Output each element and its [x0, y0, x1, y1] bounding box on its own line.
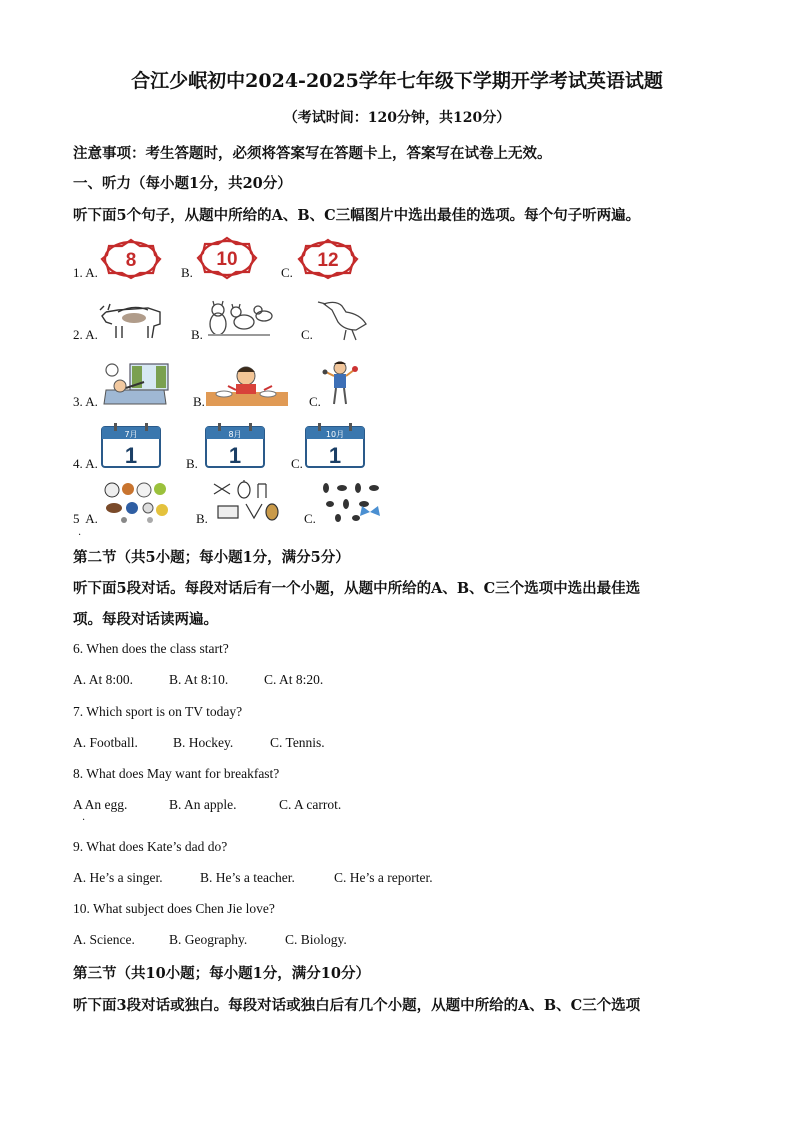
- q6-option-b: B. At 8:10.: [169, 672, 229, 687]
- q2-option-b-label: B.: [191, 327, 203, 342]
- section2-instruction-line1: 听下面5段对话。每段对话后有一个小题，从题中所给的A、B、C三个选项中选出最佳选: [73, 580, 641, 597]
- q9-option-b: B. He’s a teacher.: [200, 870, 295, 885]
- calendar-october-picture: [304, 421, 366, 469]
- q7-option-c: C. Tennis.: [270, 735, 325, 750]
- q10-option-b: B. Geography.: [169, 932, 248, 947]
- q6-option-c: C. At 8:20.: [264, 672, 324, 687]
- q2-label: 2. A.: [73, 327, 98, 342]
- calendar-july-picture: [100, 421, 162, 469]
- q4-option-b-label: B.: [186, 456, 198, 471]
- exercising-picture: [322, 360, 362, 408]
- q6-option-a: A. At 8:00.: [73, 672, 134, 687]
- calendar-august-picture: [204, 421, 266, 469]
- eating-picture: [206, 364, 288, 408]
- calendar-october-day: 1: [328, 443, 342, 468]
- q5-label: 5 A.: [73, 511, 98, 526]
- calendar-august-day: 1: [228, 443, 242, 468]
- q1-label: 1. A.: [73, 265, 98, 280]
- section1-heading: 一、听力（每小题1分，共20分）: [73, 175, 292, 192]
- q1-option-b-label: B.: [181, 265, 193, 280]
- notice: 注意事项：考生答题时，必须将答案写在答题卡上，答案写在试卷上无效。: [73, 145, 552, 162]
- question-8: 8. What does May want for breakfast?: [73, 766, 280, 781]
- badge-12-number: 12: [317, 250, 339, 271]
- calendar-july-month: 7月: [124, 430, 138, 439]
- calendar-august-month: 8月: [228, 430, 242, 439]
- q5-option-c-label: C.: [304, 511, 316, 526]
- q7-option-a: A. Football.: [73, 735, 138, 750]
- q3-option-b-label: B.: [193, 394, 205, 409]
- cattle-picture: [98, 298, 170, 342]
- question-6: 6. When does the class start?: [73, 641, 229, 656]
- crane-bird-picture: [316, 298, 372, 342]
- instruments-picture: [210, 480, 280, 524]
- q3-label: 3. A.: [73, 394, 98, 409]
- q4-option-c-label: C.: [291, 456, 303, 471]
- exam-title: 合江少岷初中2024-2025学年七年级下学期开学考试英语试题: [131, 70, 663, 92]
- q4-label: 4. A.: [73, 456, 98, 471]
- badge-10-number: 10: [216, 249, 238, 270]
- balls-picture: [102, 480, 172, 524]
- badge-8-picture: [100, 238, 162, 280]
- q7-option-b: B. Hockey.: [173, 735, 234, 750]
- q3-option-c-label: C.: [309, 394, 321, 409]
- cats-picture: [204, 300, 274, 340]
- insects-picture: [318, 480, 384, 524]
- section2-instruction-line2: 项。每段对话读两遍。: [73, 611, 218, 628]
- q2-option-c-label: C.: [301, 327, 313, 342]
- section1-instruction: 听下面5个句子，从题中所给的A、B、C三幅图片中选出最佳的选项。每个句子听两遍。: [73, 207, 641, 224]
- calendar-july-day: 1: [124, 443, 138, 468]
- q10-option-c: C. Biology.: [285, 932, 347, 947]
- section3-heading: 第三节（共10小题；每小题1分，满分10分）: [73, 965, 370, 982]
- q10-option-a: A. Science.: [73, 932, 135, 947]
- question-7: 7. Which sport is on TV today?: [73, 704, 243, 719]
- badge-10-picture: [196, 236, 258, 280]
- badge-8-number: 8: [125, 250, 137, 271]
- section2-heading: 第二节（共5小题；每小题1分，满分5分）: [73, 549, 350, 566]
- q9-option-c: C. He’s a reporter.: [334, 870, 433, 885]
- q8-option-b: B. An apple.: [169, 797, 237, 812]
- getting-up-picture: [100, 362, 174, 408]
- question-10: 10. What subject does Chen Jie love?: [73, 901, 275, 916]
- q9-option-a: A. He’s a singer.: [73, 870, 163, 885]
- q8-option-c: C. A carrot.: [279, 797, 342, 812]
- badge-12-picture: [297, 238, 359, 280]
- exam-subtitle: （考试时间：120分钟，共120分）: [283, 110, 511, 126]
- calendar-october-month: 10月: [325, 430, 345, 439]
- q8-option-a: A An egg.: [73, 797, 128, 812]
- question-9: 9. What does Kate’s dad do?: [73, 839, 228, 854]
- section3-instruction: 听下面3段对话或独白。每段对话或独白后有几个小题，从题中所给的A、B、C三个选项: [73, 997, 641, 1014]
- q1-option-c-label: C.: [281, 265, 293, 280]
- q5-option-b-label: B.: [196, 511, 208, 526]
